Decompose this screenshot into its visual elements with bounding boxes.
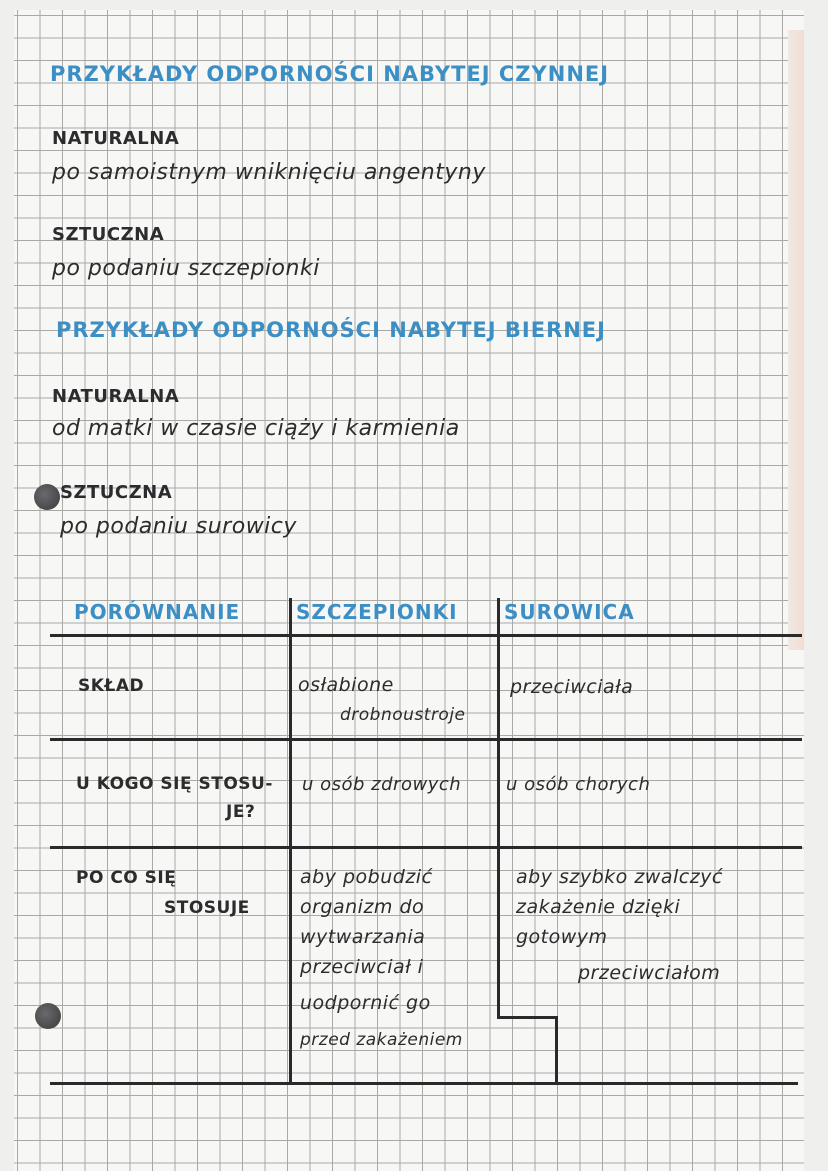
row-purpose-serum-line3: gotowym (516, 926, 608, 948)
table-line-row2 (50, 846, 802, 849)
table-line-bottom (50, 1082, 798, 1085)
heading-active-immunity: PRZYKŁADY ODPORNOŚCI NABYTEJ CZYNNEJ (50, 62, 610, 86)
row-purpose-vaccine-line6: przed zakażeniem (300, 1030, 463, 1050)
row-composition-vaccine-line1: osłabione (298, 674, 394, 696)
row-who-vaccine: u osób zdrowych (302, 774, 462, 795)
row-purpose-vaccine-line3: wytwarzania (300, 926, 426, 948)
row-composition-label: SKŁAD (78, 676, 145, 696)
table-step-line (497, 1016, 557, 1019)
row-purpose-vaccine-line1: aby pobudzić (300, 866, 433, 888)
row-purpose-vaccine-line5: uodpornić go (300, 992, 431, 1014)
row-who-label-line2: JE? (226, 802, 256, 822)
table-header-serum: SUROWICA (504, 600, 635, 624)
table-line-header (50, 634, 802, 637)
row-purpose-serum-line4: przeciwciałom (578, 962, 721, 984)
row-who-serum: u osób chorych (506, 774, 651, 795)
row-purpose-serum-line1: aby szybko zwalczyć (516, 866, 723, 888)
row-purpose-serum-line2: zakażenie dzięki (516, 896, 681, 918)
table-step-divider (555, 1016, 558, 1084)
passive-artificial-label: SZTUCZNA (60, 482, 173, 503)
row-purpose-vaccine-line2: organizm do (300, 896, 425, 918)
active-artificial-label: SZTUCZNA (52, 224, 165, 245)
row-purpose-label-line2: STOSUJE (164, 898, 250, 918)
table-column-divider-1 (289, 598, 292, 1084)
row-purpose-vaccine-line4: przeciwciał i (300, 956, 424, 978)
active-artificial-text: po podaniu szczepionki (52, 256, 320, 281)
table-column-divider-2 (497, 598, 500, 1018)
passive-natural-label: NATURALNA (52, 386, 180, 407)
passive-artificial-text: po podaniu surowicy (60, 514, 297, 539)
binder-hole-bottom (35, 1003, 61, 1029)
active-natural-text: po samoistnym wniknięciu angentyny (52, 160, 486, 185)
row-composition-vaccine-line2: drobnoustroje (340, 705, 466, 725)
table-line-row1 (50, 738, 802, 741)
row-purpose-label-line1: PO CO SIĘ (76, 868, 177, 888)
binder-hole-top (34, 484, 60, 510)
heading-passive-immunity: PRZYKŁADY ODPORNOŚCI NABYTEJ BIERNEJ (56, 318, 606, 342)
row-who-label-line1: U KOGO SIĘ STOSU- (76, 774, 273, 794)
table-header-vaccines: SZCZEPIONKI (296, 600, 458, 624)
active-natural-label: NATURALNA (52, 128, 180, 149)
notebook-edge-tab (788, 30, 804, 650)
table-header-comparison: PORÓWNANIE (74, 600, 241, 624)
passive-natural-text: od matki w czasie ciąży i karmienia (52, 416, 460, 441)
row-composition-serum: przeciwciała (510, 676, 634, 698)
